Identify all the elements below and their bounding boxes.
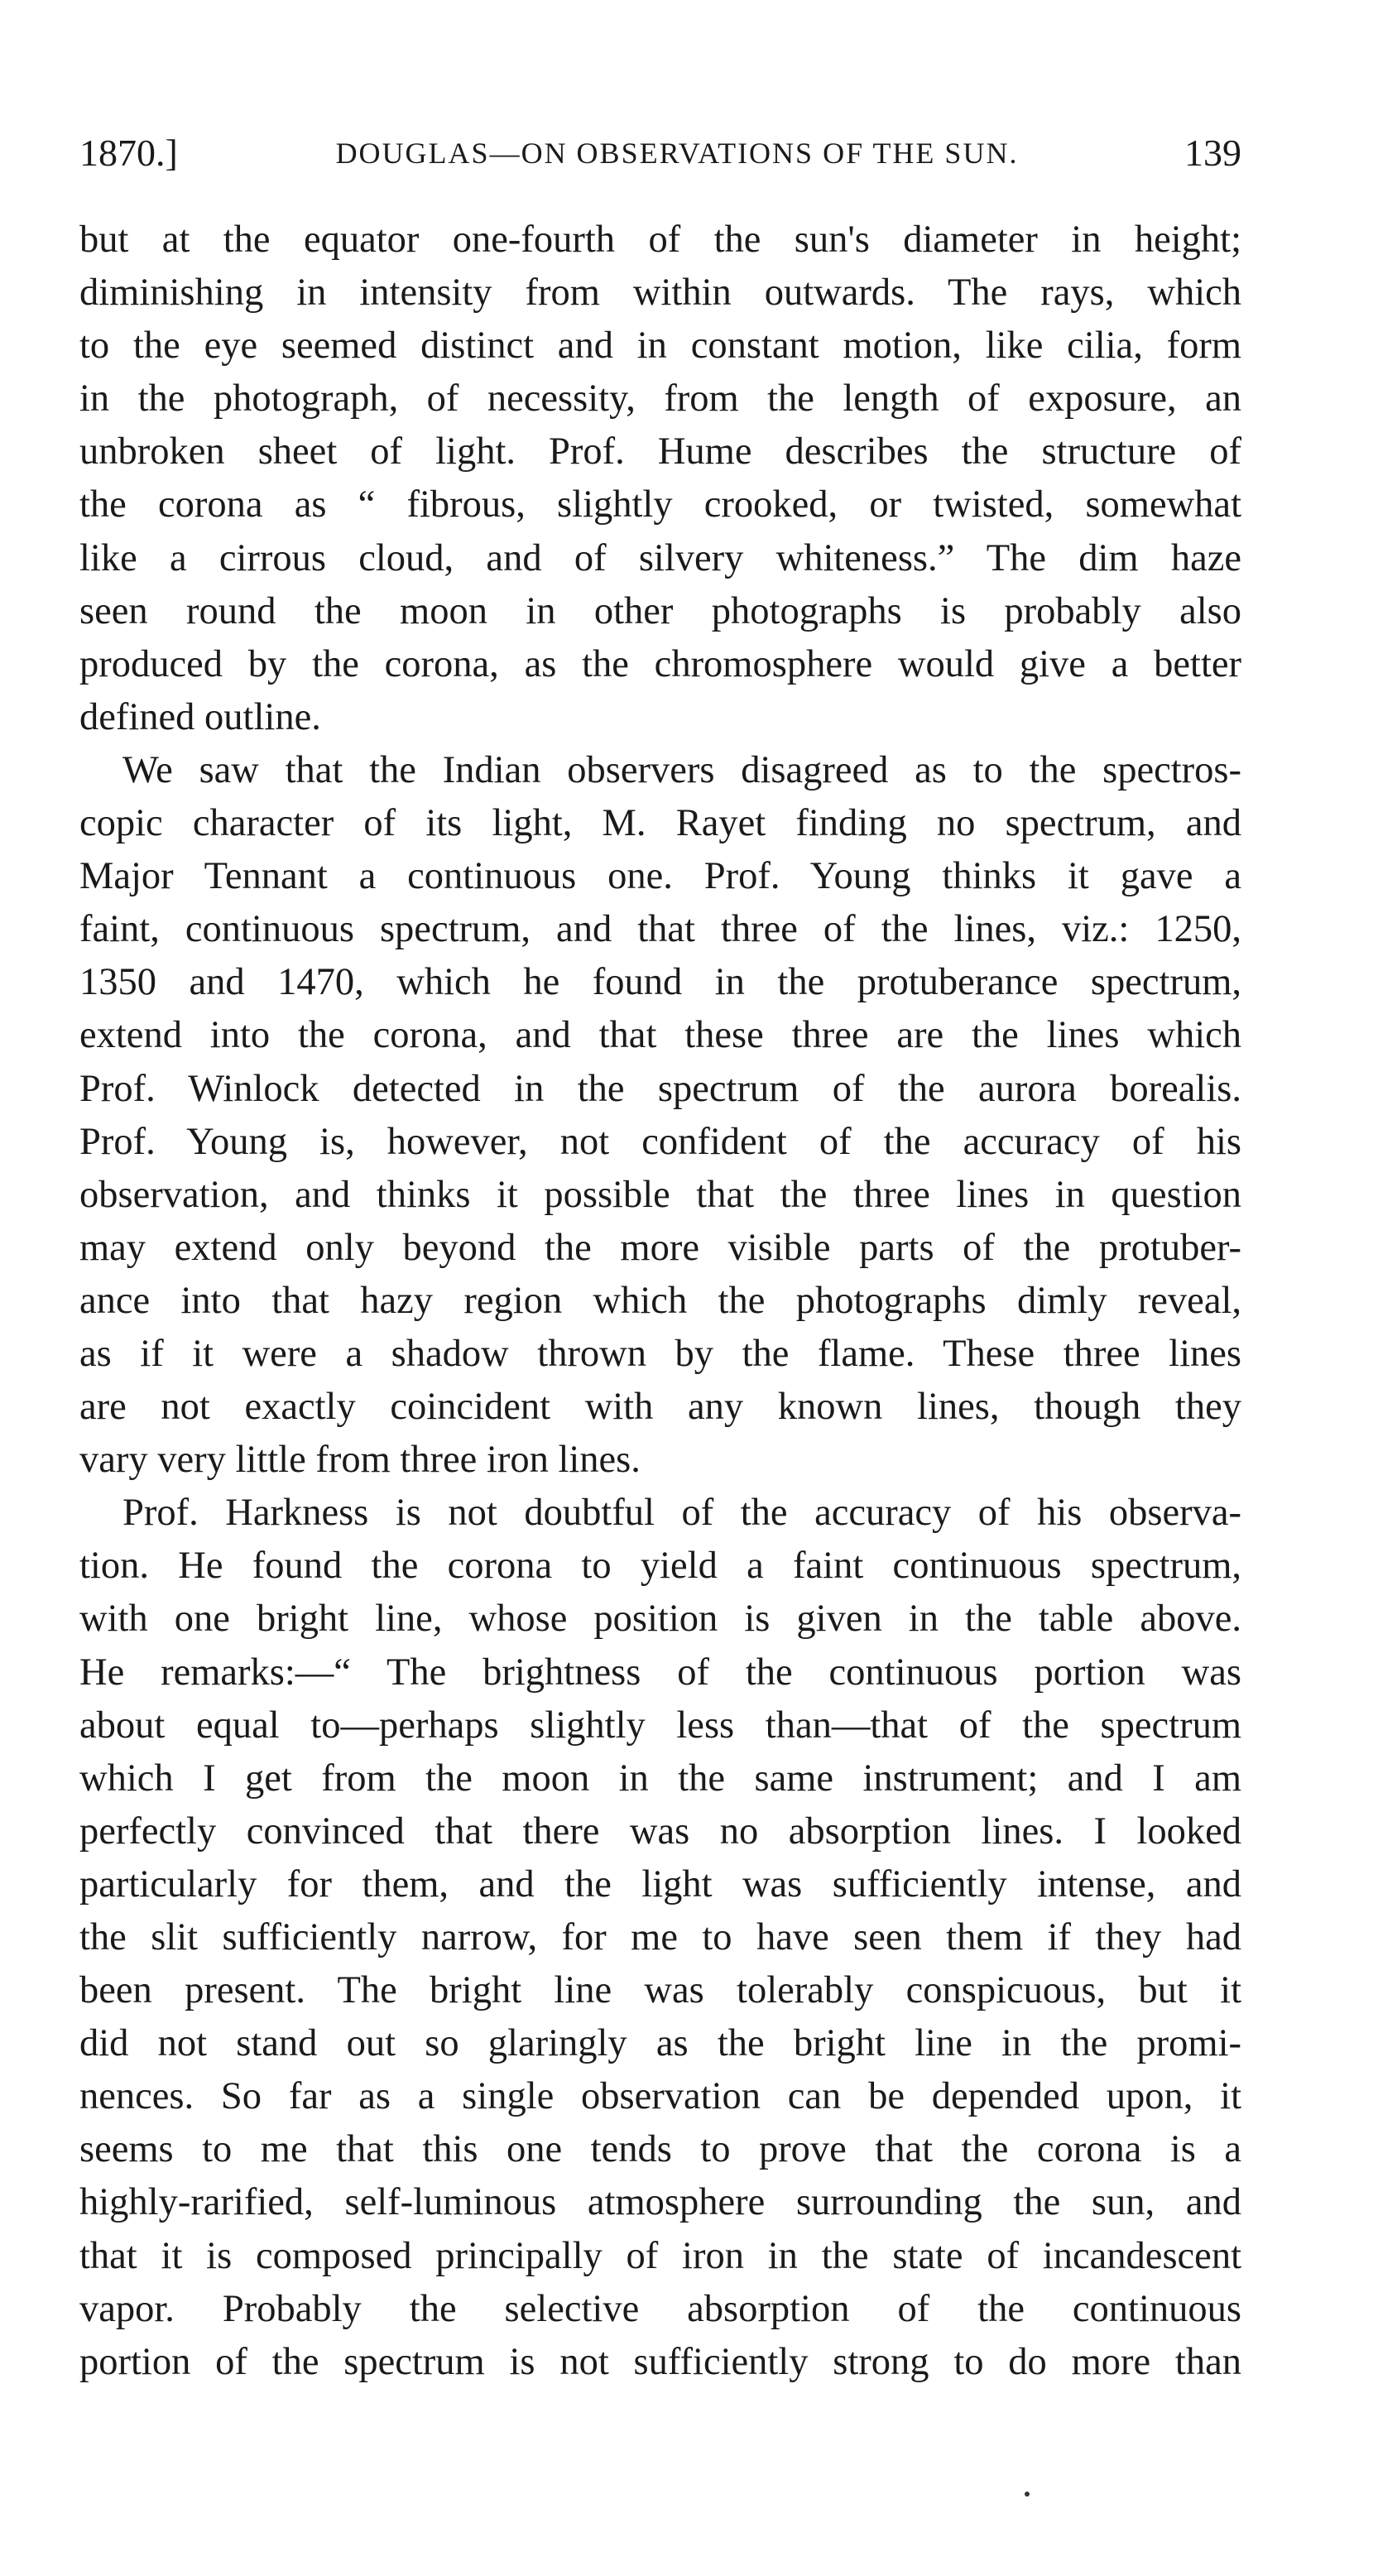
text-line: as if it were a shadow thrown by the flame. These three lines xyxy=(79,1332,1241,1375)
text-line: We saw that the Indian observers disagreed as to the spectros- xyxy=(122,748,1241,791)
running-header xyxy=(79,124,1241,182)
text-line: diminishing in intensity from within outwards. The rays, which xyxy=(79,272,1241,315)
paragraph-3 xyxy=(79,1487,1241,2389)
text-line: faint, continuous spectrum, and that three of the lines, viz.: 1250, xyxy=(79,908,1241,951)
text-line: been present. The bright line was tolerably conspicuous, but it xyxy=(79,1969,1241,2012)
text-line: may extend only beyond the more visible parts of the protuber- xyxy=(79,1226,1241,1269)
text-line: Prof. Young is, however, not confident of the accuracy of his xyxy=(79,1120,1241,1163)
text-line: observation, and thinks it possible that the three lines in question xyxy=(79,1173,1241,1216)
text-line: Prof. Harkness is not doubtful of the accuracy of his observa- xyxy=(122,1492,1241,1535)
header-running-title: DOUGLAS—ON OBSERVATIONS OF THE SUN. xyxy=(335,137,1019,170)
text-line: 1350 and 1470, which he found in the protuberance spectrum, xyxy=(79,961,1241,1004)
text-line: tion. He found the corona to yield a faint continuous spectrum, xyxy=(79,1545,1241,1588)
text-line: like a cirrous cloud, and of silvery whiteness.” The dim haze xyxy=(79,536,1241,579)
text-line: produced by the corona, as the chromosphere would give a better xyxy=(79,642,1241,685)
text-line: Prof. Winlock detected in the spectrum of the aurora borealis. xyxy=(79,1067,1241,1110)
text-line: perfectly convinced that there was no absorption lines. I looked xyxy=(79,1809,1241,1853)
text-line: portion of the spectrum is not sufficiently strong to do more than xyxy=(79,2340,1241,2383)
text-line: vapor. Probably the selective absorption of the continuous xyxy=(79,2287,1241,2330)
text-line: with one bright line, whose position is given in the table above. xyxy=(79,1598,1241,1641)
text-line: in the photograph, of necessity, from the length of exposure, an xyxy=(79,377,1241,421)
text-line: which I get from the moon in the same instrument; and I am xyxy=(79,1757,1241,1800)
text-line: Major Tennant a continuous one. Prof. Young thinks it gave a xyxy=(79,855,1241,898)
text-line: the corona as “ fibrous, slightly crooked, or twisted, somewhat xyxy=(79,483,1241,526)
text-line: particularly for them, and the light was sufficiently intense, and xyxy=(79,1862,1241,1906)
text-line: are not exactly coincident with any known lines, though they xyxy=(79,1386,1241,1429)
text-line: seen round the moon in other photographs is probably also xyxy=(79,589,1241,632)
text-line: defined outline. xyxy=(79,695,321,738)
text-line: copic character of its light, M. Rayet finding no spectrum, and xyxy=(79,802,1241,845)
paragraph-1 xyxy=(79,214,1241,744)
header-year: 1870.] xyxy=(79,132,178,174)
text-line: about equal to—perhaps slightly less than—that of the spectrum xyxy=(79,1704,1241,1747)
text-line: to the eye seemed distinct and in constant motion, like cilia, form xyxy=(79,324,1241,368)
text-line: ance into that hazy region which the photographs dimly reveal, xyxy=(79,1279,1241,1322)
body-text xyxy=(79,214,1241,2389)
text-line: seems to me that this one tends to prove that the corona is a xyxy=(79,2128,1241,2171)
text-line: unbroken sheet of light. Prof. Hume describes the structure of xyxy=(79,430,1241,473)
text-line: but at the equator one-fourth of the sun's diameter in height; xyxy=(79,219,1241,261)
print-speck xyxy=(1025,2492,1030,2497)
text-line: did not stand out so glaringly as the bright line in the promi- xyxy=(79,2022,1241,2065)
text-line: that it is composed principally of iron in the state of incandescent xyxy=(79,2234,1241,2277)
text-line: extend into the corona, and that these three are the lines which xyxy=(79,1014,1241,1057)
text-line: vary very little from three iron lines. xyxy=(79,1439,641,1482)
text-line: nences. So far as a single observation can be depended upon, it xyxy=(79,2075,1241,2118)
text-line: He remarks:—“ The brightness of the continuous portion was xyxy=(79,1651,1241,1694)
page-number: 139 xyxy=(1184,132,1241,174)
text-line: the slit sufficiently narrow, for me to have seen them if they had xyxy=(79,1916,1241,1958)
text-line: highly-rarified, self-luminous atmosphere surrounding the sun, and xyxy=(79,2181,1241,2224)
paragraph-2 xyxy=(79,744,1241,1487)
